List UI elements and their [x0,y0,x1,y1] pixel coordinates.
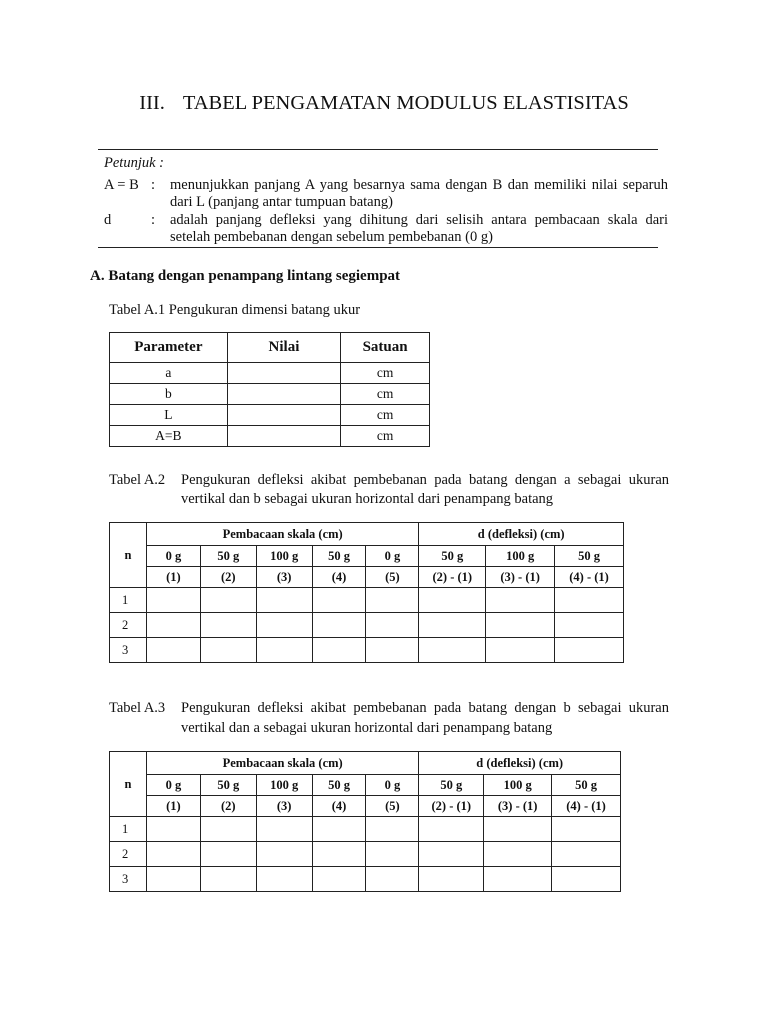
table-a2-data-cell[interactable] [555,588,624,613]
table-a3-row-number: 2 [110,842,147,867]
table-a2-data-cell[interactable] [486,588,555,613]
table-a3-data-cell[interactable] [552,842,621,867]
table-a3-group-row [110,752,621,775]
instruction-text-d-line2: setelah pembebanan dengan sebelum pembebanan (0 g) [170,229,493,245]
table-a1-header-nilai: Nilai [227,333,341,363]
table-a1-cell-satuan: cm [341,426,430,447]
table-a2-data-cell[interactable] [200,638,256,663]
instruction-sep-ab: : [151,177,156,193]
table-a2-group-deflection: d (defleksi) (cm) [419,523,624,546]
table-a2-data-cell[interactable] [256,588,312,613]
table-row [110,588,624,613]
instruction-text-ab-line1: menunjukkan panjang A yang besarnya sama dengan B dan memiliki nilai separuh [170,177,668,193]
table-a2-data-cell[interactable] [146,613,200,638]
table-a3-index-header: (4) - (1) [552,796,621,817]
page-title [0,92,768,115]
table-a3-caption-line1: Pengukuran defleksi akibat pembebanan pada batang dengan b sebagai ukuran [181,700,669,716]
table-row [110,363,430,384]
table-a3 [109,751,621,892]
table-a3-index-header: (5) [366,796,419,817]
table-a2-data-cell[interactable] [256,613,312,638]
table-a3-data-cell[interactable] [200,817,256,842]
table-a2-data-cell[interactable] [312,613,366,638]
table-a3-data-cell[interactable] [312,817,366,842]
table-a2-index-header: (4) - (1) [555,567,624,588]
table-a3-index-header: (1) [146,796,200,817]
table-a3-load-row [110,775,621,796]
table-a2-data-cell[interactable] [419,588,486,613]
table-a2-row-number: 1 [110,588,147,613]
table-a3-group-reading: Pembacaan skala (cm) [146,752,418,775]
table-a2-load-header: 100 g [486,546,555,567]
table-a2-index-header: (3) - (1) [486,567,555,588]
table-a3-caption-line2: vertikal dan a sebagai ukuran horizontal dari penampang batang [181,720,553,736]
table-row [110,817,621,842]
instruction-text-d-line1: adalah panjang defleksi yang dihitung dari selisih antara pembacaan skala dari [170,212,668,228]
table-a3-data-cell[interactable] [146,867,200,892]
table-a3-data-cell[interactable] [200,867,256,892]
table-row [110,426,430,447]
title-text: TABEL PENGAMATAN MODULUS ELASTISITAS [182,92,629,114]
table-a2-data-cell[interactable] [312,638,366,663]
table-a3-group-deflection: d (defleksi) (cm) [419,752,621,775]
table-a2-load-header: 100 g [256,546,312,567]
table-a2 [109,522,624,663]
table-a3-data-cell[interactable] [419,867,484,892]
instruction-sep-d: : [151,212,156,228]
table-row [110,638,624,663]
table-a2-caption-line1: Pengukuran defleksi akibat pembebanan pada batang dengan a sebagai ukuran [181,472,669,488]
table-a1-header-parameter: Parameter [110,333,228,363]
table-a3-data-cell[interactable] [484,817,552,842]
table-a1-cell-nilai[interactable] [227,384,341,405]
table-a2-data-cell[interactable] [419,638,486,663]
table-a2-group-reading: Pembacaan skala (cm) [146,523,418,546]
table-a3-data-cell[interactable] [146,842,200,867]
table-a2-index-header: (4) [312,567,366,588]
table-a3-index-row [110,796,621,817]
table-a3-index-header: (3) - (1) [484,796,552,817]
instruction-text-ab-line2: dari L (panjang antar tumpuan batang) [170,194,393,210]
table-row [110,384,430,405]
table-a3-load-header: 100 g [256,775,312,796]
table-a2-load-header: 0 g [146,546,200,567]
table-a1-cell-parameter: a [110,363,228,384]
table-a3-row-number: 3 [110,867,147,892]
table-a2-data-cell[interactable] [200,613,256,638]
table-a2-data-cell[interactable] [366,613,419,638]
table-a3-load-header: 50 g [419,775,484,796]
table-a3-index-header: (2) - (1) [419,796,484,817]
table-a3-data-cell[interactable] [312,842,366,867]
table-a2-data-cell[interactable] [146,588,200,613]
table-a2-caption-label: Tabel A.2 [109,472,166,488]
table-a2-data-cell[interactable] [555,638,624,663]
table-a3-data-cell[interactable] [419,842,484,867]
table-a1-cell-satuan: cm [341,384,430,405]
table-a1-cell-satuan: cm [341,363,430,384]
table-a2-group-row [110,523,624,546]
table-a2-row-number: 2 [110,613,147,638]
table-a1-cell-parameter: A=B [110,426,228,447]
table-a1-header-row [110,333,430,363]
table-a3-data-cell[interactable] [256,817,312,842]
table-a2-index-header: (3) [256,567,312,588]
table-a3-data-cell[interactable] [552,867,621,892]
table-a1 [109,332,430,447]
section-a-heading: A. Batang dengan penampang lintang segiempat [90,268,401,284]
table-a2-load-header: 50 g [200,546,256,567]
table-a3-header-n: n [110,752,147,817]
table-a2-index-header: (2) - (1) [419,567,486,588]
table-row [110,867,621,892]
table-row [110,613,624,638]
table-a1-cell-nilai[interactable] [227,363,341,384]
table-a3-load-header: 50 g [312,775,366,796]
table-a3-data-cell[interactable] [366,842,419,867]
table-a3-caption-label: Tabel A.3 [109,700,166,716]
table-a3-data-cell[interactable] [312,867,366,892]
table-a3-data-cell[interactable] [552,817,621,842]
table-a2-index-row [110,567,624,588]
table-a3-data-cell[interactable] [419,817,484,842]
instructions-bottom-rule [98,247,658,248]
table-row [110,842,621,867]
table-a3-data-cell[interactable] [256,867,312,892]
table-a1-header-satuan: Satuan [341,333,430,363]
table-a2-data-cell[interactable] [486,613,555,638]
table-a2-data-cell[interactable] [555,613,624,638]
table-a3-load-header: 50 g [200,775,256,796]
table-a2-load-header: 50 g [312,546,366,567]
table-a3-load-header: 0 g [146,775,200,796]
table-a3-data-cell[interactable] [366,817,419,842]
table-a3-data-cell[interactable] [200,842,256,867]
table-a2-data-cell[interactable] [366,588,419,613]
table-a1-caption: Tabel A.1 Pengukuran dimensi batang ukur [109,302,361,318]
table-a2-row-number: 3 [110,638,147,663]
table-a1-cell-parameter: L [110,405,228,426]
table-a2-data-cell[interactable] [200,588,256,613]
table-a3-load-header: 50 g [552,775,621,796]
table-a2-load-header: 50 g [555,546,624,567]
table-a3-data-cell[interactable] [366,867,419,892]
instructions-heading: Petunjuk : [104,155,164,171]
table-a3-index-header: (3) [256,796,312,817]
table-a1-cell-nilai[interactable] [227,426,341,447]
table-a1-cell-nilai[interactable] [227,405,341,426]
instruction-term-d: d [104,212,112,228]
instructions-top-rule [98,149,658,150]
table-a2-data-cell[interactable] [486,638,555,663]
table-a2-data-cell[interactable] [312,588,366,613]
table-a3-load-header: 100 g [484,775,552,796]
table-a2-index-header: (1) [146,567,200,588]
table-a2-data-cell[interactable] [256,638,312,663]
table-a3-data-cell[interactable] [484,867,552,892]
table-row [110,405,430,426]
table-a3-index-header: (4) [312,796,366,817]
table-a2-load-header: 50 g [419,546,486,567]
table-a3-row-number: 1 [110,817,147,842]
table-a3-data-cell[interactable] [256,842,312,867]
table-a2-data-cell[interactable] [366,638,419,663]
title-number: III. [139,92,165,114]
table-a2-caption-line2: vertikal dan b sebagai ukuran horizontal dari penampang batang [181,491,554,507]
table-a3-index-header: (2) [200,796,256,817]
instruction-term-ab: A = B [104,177,139,193]
table-a2-load-header: 0 g [366,546,419,567]
table-a2-index-header: (5) [366,567,419,588]
table-a3-data-cell[interactable] [146,817,200,842]
table-a2-index-header: (2) [200,567,256,588]
table-a1-cell-parameter: b [110,384,228,405]
table-a2-data-cell[interactable] [419,613,486,638]
table-a3-load-header: 0 g [366,775,419,796]
table-a2-load-row [110,546,624,567]
table-a3-data-cell[interactable] [484,842,552,867]
table-a1-cell-satuan: cm [341,405,430,426]
table-a2-header-n: n [110,523,147,588]
table-a2-data-cell[interactable] [146,638,200,663]
